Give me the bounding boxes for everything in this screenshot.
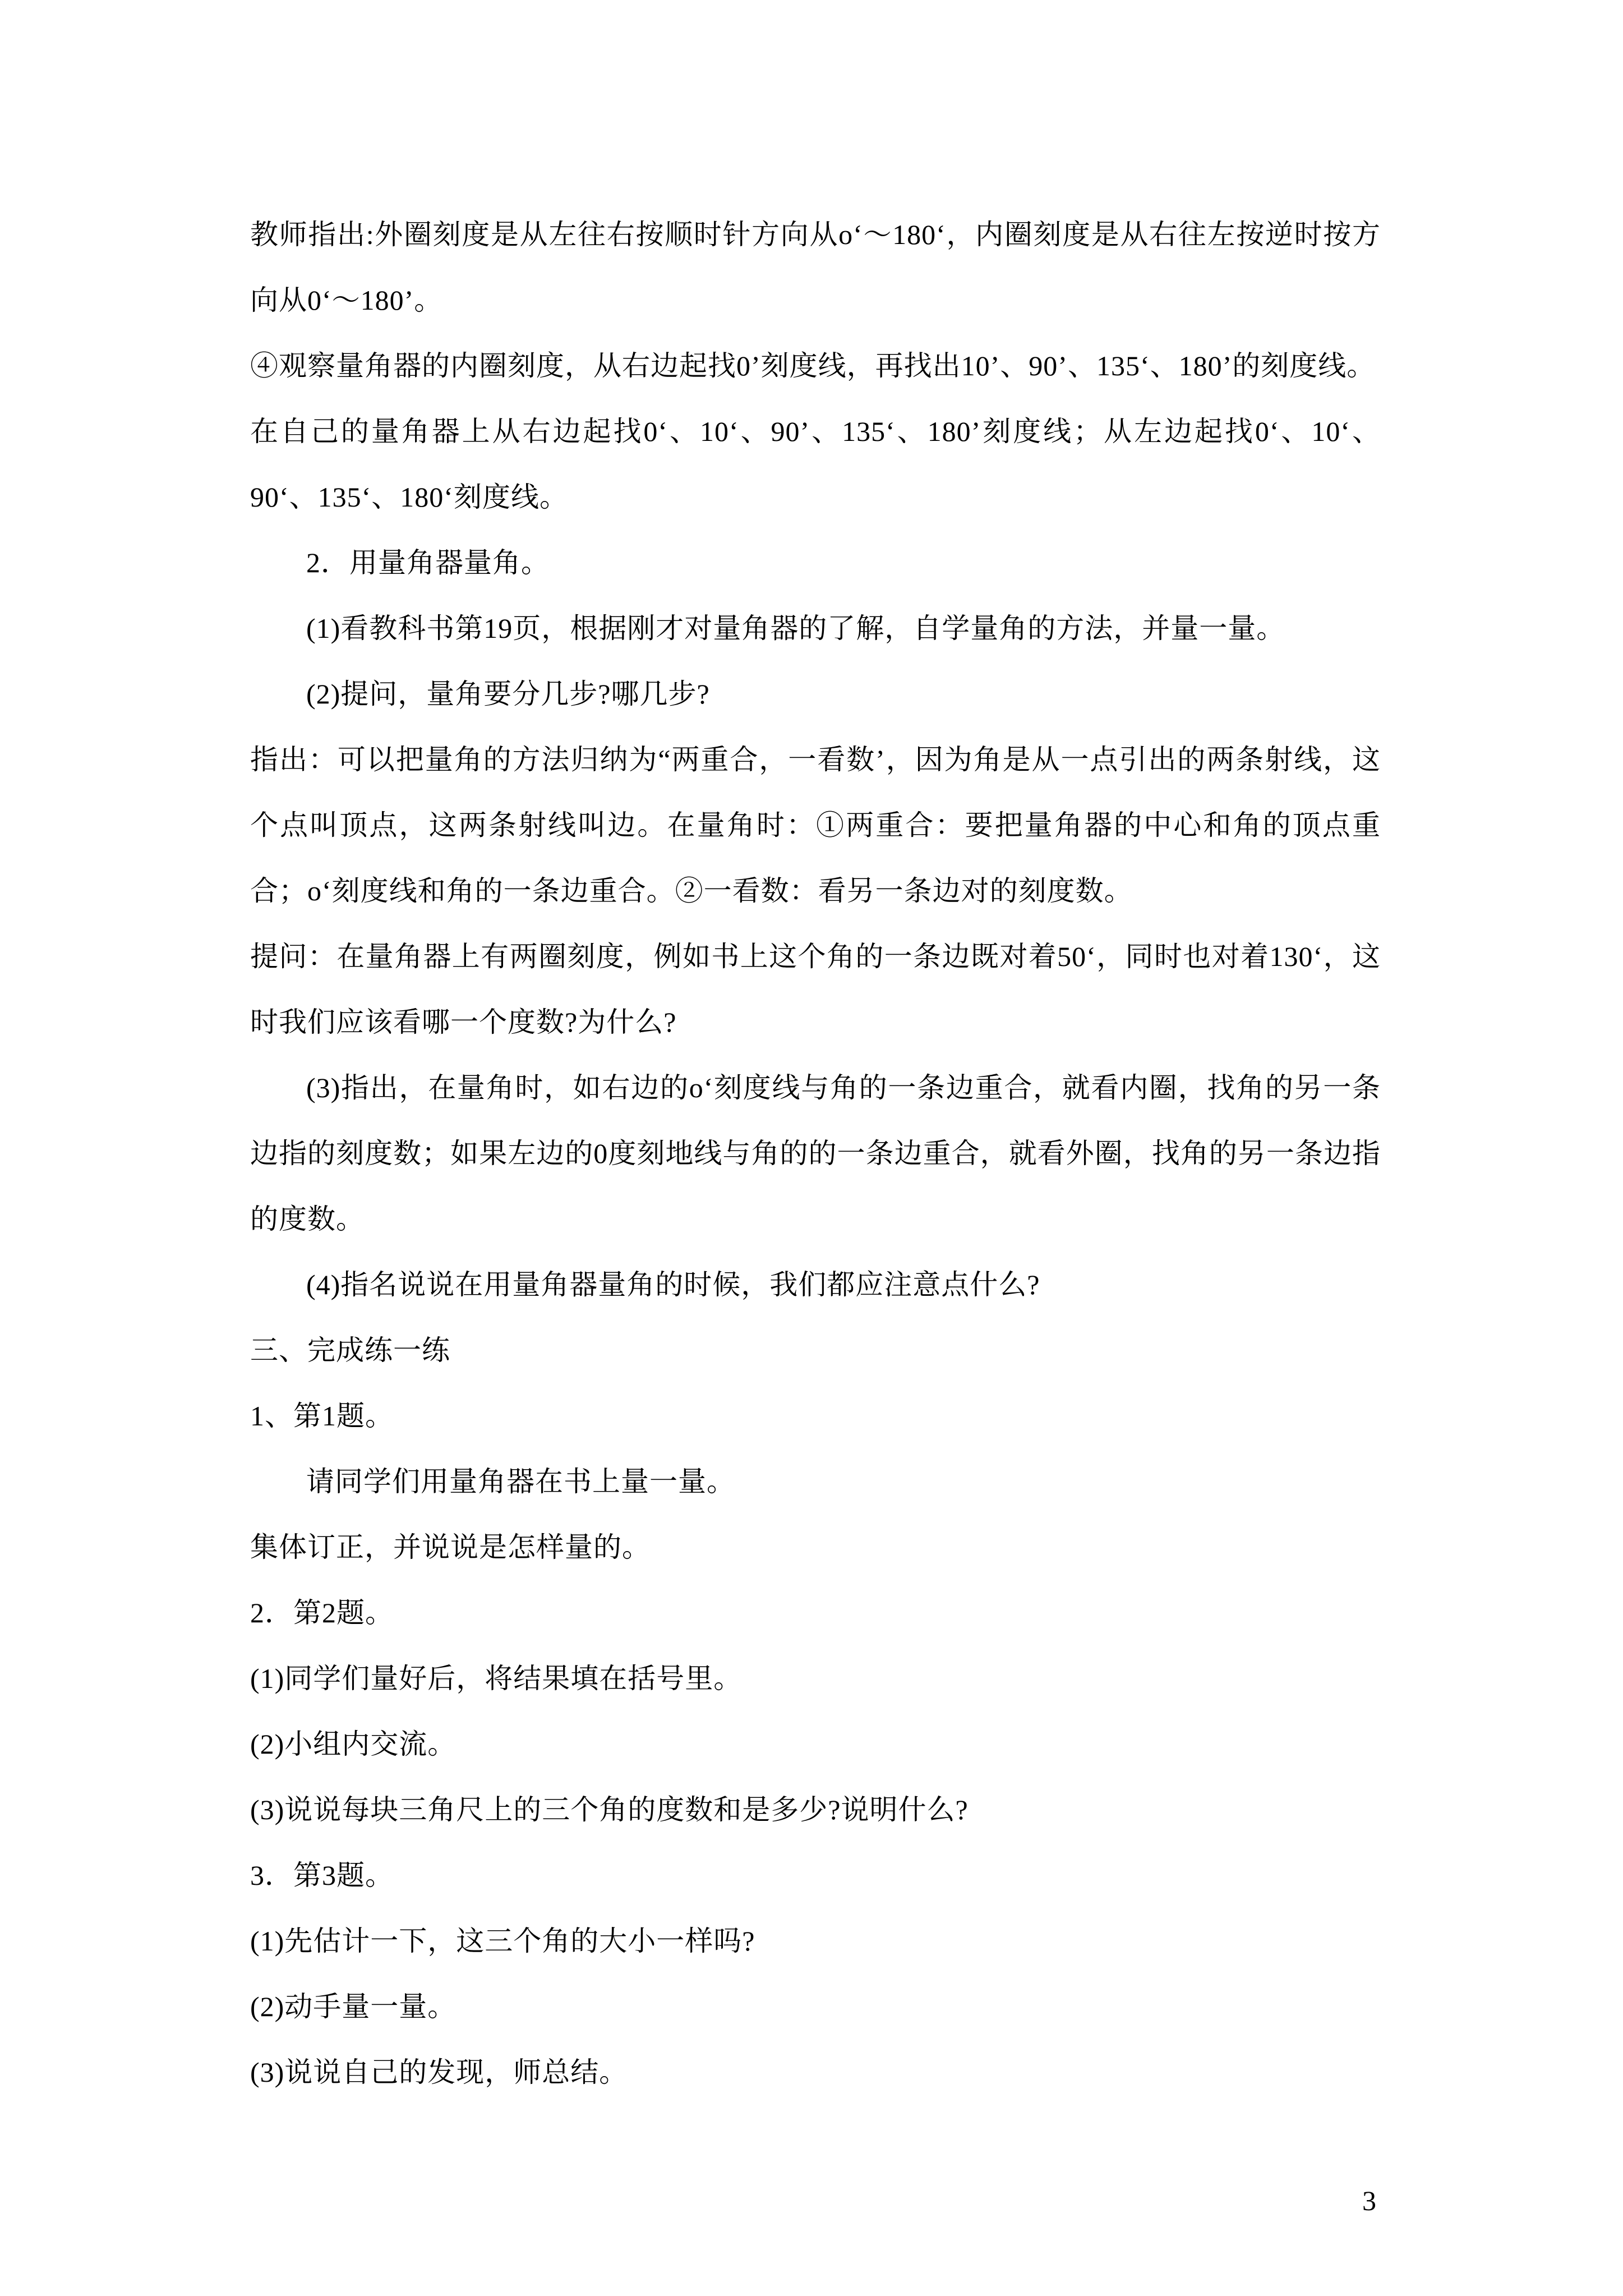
paragraph: 2．第2题。 [250, 1597, 394, 1628]
paragraph: (3)说说每块三角尺上的三个角的度数和是多少?说明什么? [250, 1794, 969, 1825]
paragraph: (1)先估计一下，这三个角的大小一样吗? [250, 1925, 755, 1957]
paragraph: (3)说说自己的发现，师总结。 [250, 2056, 628, 2088]
paragraph: (2)小组内交流。 [250, 1728, 457, 1760]
paragraph: 指出：可以把量角的方法归纳为“两重合，一看数’，因为角是从一点引出的两条射线，这个点叫顶点，这两条射线叫边。在量角时：①两重合：要把量角器的中心和角的顶点重合；o‘刻度线和角的一条边重合。②一看数：看另一条边对的刻度数。 [250, 744, 1381, 907]
document-body [250, 202, 1381, 2105]
paragraph: 2．用量角器量角。 [306, 547, 550, 578]
paragraph: (1)同学们量好后，将结果填在括号里。 [250, 1663, 743, 1694]
paragraph: 请同学们用量角器在书上量一量。 [306, 1466, 735, 1497]
paragraph: ④观察量角器的内圈刻度，从右边起找0’刻度线，再找出10’、90’、135‘、180’的刻度线。 [250, 350, 1376, 381]
paragraph: (1)看教科书第19页，根据刚才对量角器的了解，自学量角的方法，并量一量。 [306, 613, 1285, 644]
paragraph: (4)指名说说在用量角器量角的时候，我们都应注意点什么? [306, 1269, 1040, 1300]
paragraph: 教师指出:外圈刻度是从左往右按顺时针方向从o‘～180‘，内圈刻度是从右往左按逆时按方向从0‘～180’。 [250, 219, 1381, 316]
paragraph: 1、第1题。 [250, 1400, 394, 1432]
paragraph: (2)提问，量角要分几步?哪几步? [306, 678, 710, 710]
paragraph: 在自己的量角器上从右边起找0‘、10‘、90’、135‘、180’刻度线；从左边起找0‘、10‘、90‘、135‘、180‘刻度线。 [250, 416, 1381, 513]
paragraph: 三、完成练一练 [250, 1335, 450, 1366]
paragraph: 3．第3题。 [250, 1860, 394, 1891]
paragraph: 集体订正，并说说是怎样量的。 [250, 1531, 651, 1563]
paragraph: 提问：在量角器上有两圈刻度，例如书上这个角的一条边既对着50‘，同时也对着130‘，这时我们应该看哪一个度数?为什么? [250, 941, 1381, 1038]
page-number: 3 [1362, 2185, 1376, 2216]
paragraph: (2)动手量一量。 [250, 1991, 457, 2022]
paragraph: (3)指出，在量角时，如右边的o‘刻度线与角的一条边重合，就看内圈，找角的另一条边指的刻度数；如果左边的0度刻地线与角的的一条边重合，就看外圈，找角的另一条边指的度数。 [250, 1072, 1381, 1235]
